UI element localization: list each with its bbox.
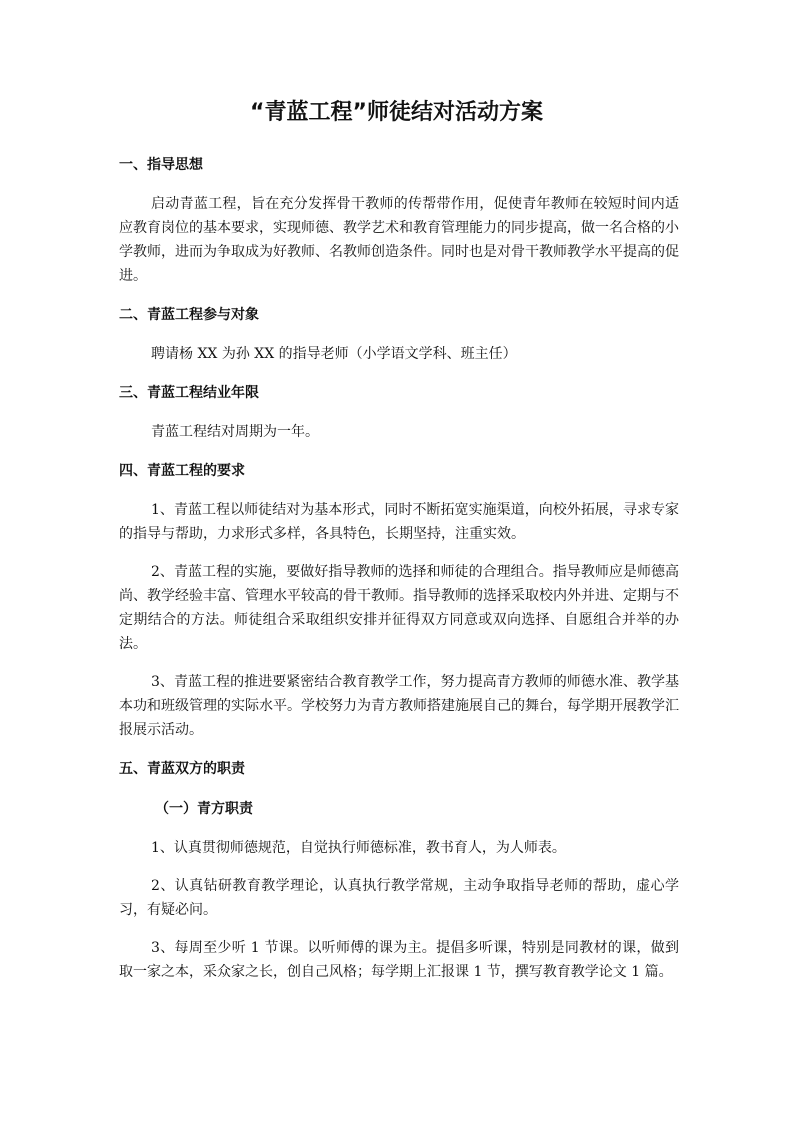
section-heading: 三、青蓝工程结业年限 — [119, 385, 259, 401]
document-title: “青蓝工程”师徒结对活动方案 — [250, 100, 543, 125]
paragraph: 1、青蓝工程以师徒结对为基本形式，同时不断拓宽实施渠道，向校外拓展，寻求专家的指导与帮助，力求形式多样，各具特色，长期坚持，注重实效。 — [119, 502, 679, 542]
section-heading: 五、青蓝双方的职责 — [119, 761, 245, 777]
section-heading: 一、指导思想 — [119, 157, 203, 173]
paragraph: 3、青蓝工程的推进要紧密结合教育教学工作，努力提高青方教师的师德水准、教学基本功和班级管理的实际水平。学校努力为青方教师搭建施展自己的舞台，每学期开展教学汇报展示活动。 — [119, 674, 679, 738]
paragraph: 聘请杨 XX 为孙 XX 的指导老师（小学语文学科、班主任） — [151, 346, 517, 362]
document-body — [119, 152, 679, 998]
section-heading: 四、青蓝工程的要求 — [119, 463, 245, 479]
paragraph: 2、认真钻研教育教学理论，认真执行教学常规，主动争取指导老师的帮助，虚心学习，有疑必问。 — [119, 878, 679, 918]
section-requirements — [119, 458, 679, 742]
section-guiding-ideology — [119, 152, 679, 288]
section-duration — [119, 380, 679, 444]
paragraph: 3、每周至少听 1 节课。以听师傅的课为主。提倡多听课，特别是同教材的课，做到取一家之本，采众家之长，创自己风格；每学期上汇报课 1 节，撰写教育教学论文 1 篇。 — [119, 940, 679, 980]
paragraph: 青蓝工程结对周期为一年。 — [151, 424, 319, 440]
paragraph: 2、青蓝工程的实施，要做好指导教师的选择和师徒的合理组合。指导教师应是师德高尚、教学经验丰富、管理水平较高的骨干教师。指导教师的选择采取校内外并进、定期与不定期结合的方法。师徒组合采取组织安排并征得双方同意或双向选择、自愿组合并举的办法。 — [119, 564, 679, 652]
paragraph: 1、认真贯彻师德规范，自觉执行师德标准，教书育人，为人师表。 — [151, 840, 566, 856]
section-heading: 二、青蓝工程参与对象 — [119, 307, 259, 323]
paragraph: 启动青蓝工程，旨在充分发挥骨干教师的传帮带作用，促使青年教师在较短时间内适应教育岗位的基本要求，实现师德、教学艺术和教育管理能力的同步提高，做一名合格的小学教师，进而为争取成为好教师、名教师创造条件。同时也是对骨干教师教学水平提高的促进。 — [119, 196, 679, 284]
sub-heading: （一）青方职责 — [155, 801, 253, 817]
section-responsibilities — [119, 756, 679, 984]
section-participants — [119, 302, 679, 366]
